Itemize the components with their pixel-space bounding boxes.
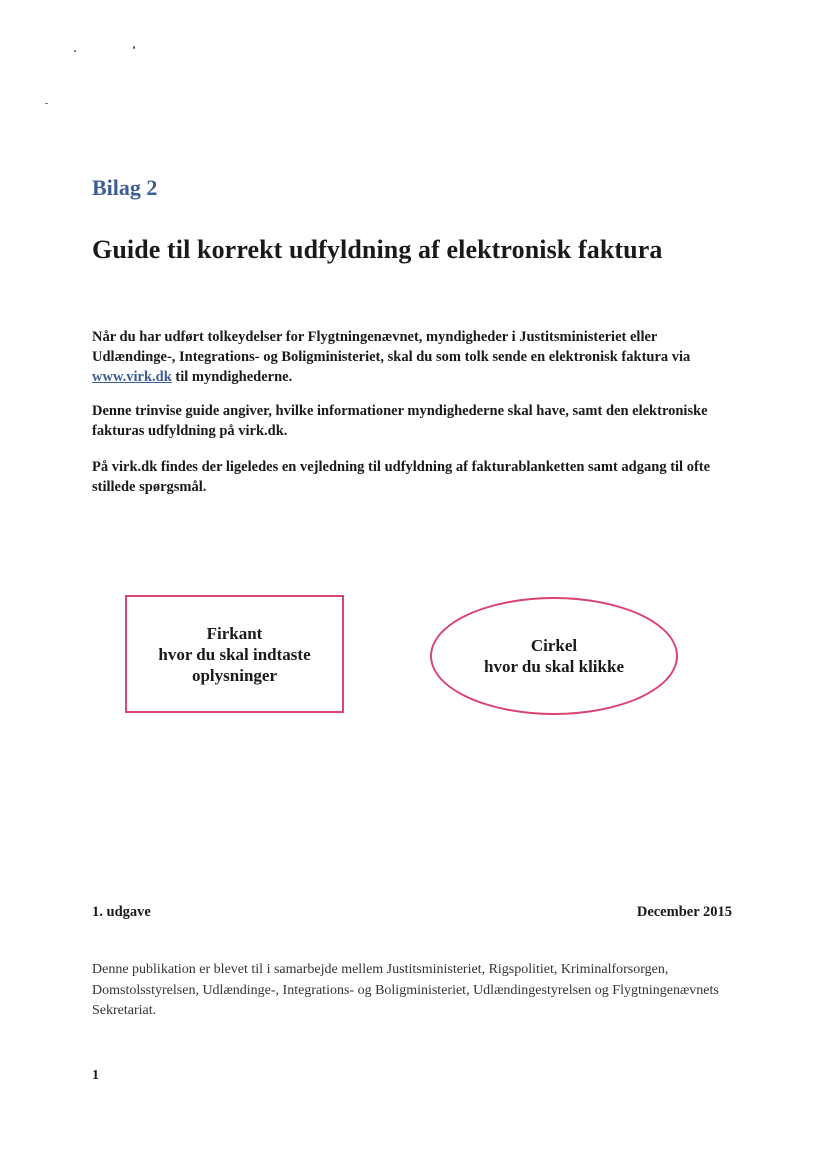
scan-speck (133, 46, 135, 49)
virk-dk-link[interactable]: www.virk.dk (92, 369, 172, 385)
scan-speck (45, 103, 48, 104)
page-number: 1 (92, 1068, 99, 1083)
intro-text-before-link: Når du har udført tolkeydelser for Flygtningenævnet, myndigheder i Justitsministeriet eller Udlændinge-, Integrations- og Boligministeriet, skal du som tolk sende en elektronisk faktura via (92, 329, 691, 365)
virk-help-paragraph: På virk.dk findes der ligeledes en vejledning til udfyldning af fakturablanketten samt adgang til ofte stillede spørgsmål. (92, 459, 711, 495)
legend-circle-marker (430, 597, 678, 715)
legend-square-line: hvor du skal indtaste (158, 644, 311, 664)
legend-square-line: oplysninger (191, 665, 277, 685)
scan-speck (74, 50, 76, 52)
legend-circle-text (484, 635, 624, 677)
intro-paragraph (92, 327, 742, 387)
intro-text-after-link: til myndighederne. (171, 369, 293, 385)
edition-label: 1. udgave (92, 904, 151, 920)
legend-square-line: Firkant (206, 623, 263, 643)
legend-square-marker (125, 595, 344, 713)
guide-description-paragraph: Denne trinvise guide angiver, hvilke informationer myndighederne skal have, samt den elektroniske fakturas udfyldning på virk.dk. (92, 403, 708, 439)
legend-circle-line: hvor du skal klikke (483, 657, 624, 676)
publication-date: December 2015 (636, 904, 732, 920)
appendix-label: Bilag 2 (92, 175, 158, 200)
page-title: Guide til korrekt udfyldning af elektronisk faktura (92, 235, 663, 264)
legend-circle-line: Cirkel (530, 636, 578, 655)
colophon-text: Denne publikation er blevet til i samarbejde mellem Justitsministeriet, Rigspolitiet, Kriminalforsorgen, Domstolsstyrelsen, Udlændinge-, Integrations- og Boligministeriet, Udlændingestyrelsen og Flygtningenævnets Sekretariat. (92, 962, 719, 1018)
legend-square-text (158, 623, 310, 686)
